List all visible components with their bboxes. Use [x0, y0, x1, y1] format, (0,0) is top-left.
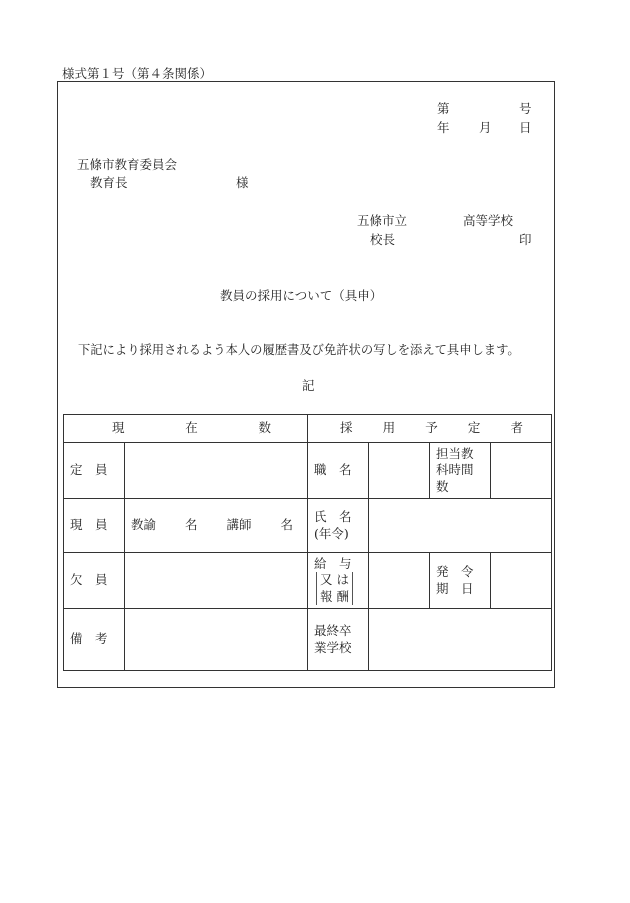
shokumei-value [369, 443, 430, 499]
sender-title: 校長 [370, 232, 396, 247]
kyuyo-bracket [316, 572, 353, 605]
header-char: 数 [258, 420, 272, 436]
header-char: 採 [340, 420, 353, 436]
table-row [64, 443, 552, 499]
header-char: 用 [382, 420, 396, 436]
hoshu-text: 報 酬 [320, 588, 349, 604]
date-month: 月 [479, 120, 492, 135]
subject-title: 教員の採用について（具申） [220, 288, 383, 303]
addressee-title: 教育長 [90, 175, 128, 190]
biko-value [125, 609, 308, 671]
planned-hire-header [308, 415, 552, 443]
current-count-header [64, 415, 308, 443]
kyuyo-label [308, 553, 369, 609]
nenrei-text: (年令) [314, 525, 349, 541]
saishu-label [308, 609, 369, 671]
table-header-row [64, 415, 552, 443]
hatsurei-value [491, 553, 552, 609]
mei-label: 名 [280, 517, 294, 533]
body-text: 下記により採用されるよう本人の履歴書及び免許状の写しを添えて具申します。 [78, 343, 520, 357]
kyuyo-value [369, 553, 430, 609]
kyoyu-label: 教諭 [131, 517, 157, 533]
mata-wa-text: 又 は [320, 572, 349, 588]
tanto-line: 数 [436, 478, 449, 494]
header-char: 在 [185, 420, 198, 436]
genin-label: 現 員 [64, 499, 125, 553]
doc-no-dai: 第 [437, 101, 450, 116]
header-char: 予 [425, 420, 438, 436]
biko-label: 備 考 [64, 609, 125, 671]
teiin-label: 定 員 [64, 443, 125, 499]
addressee-honorific: 様 [236, 175, 249, 190]
date-year: 年 [437, 120, 450, 135]
table-row [64, 609, 552, 671]
table-row [64, 499, 552, 553]
kijitsu-text: 期 日 [436, 580, 474, 596]
kyuyo-text: 給 与 [314, 556, 352, 572]
header-char: 定 [467, 420, 481, 436]
hatsurei-text: 発 令 [436, 564, 474, 580]
saishu-line: 最終卒 [314, 623, 352, 639]
sender-school-prefix: 五條市立 [357, 213, 408, 228]
sender-seal: 印 [519, 232, 532, 247]
date-day: 日 [519, 120, 532, 135]
shimei-label [308, 499, 369, 553]
genin-value [125, 499, 308, 553]
form-label: 様式第１号（第４条関係） [62, 66, 213, 81]
tanto-line: 担当教 [436, 446, 474, 462]
ketsuin-label: 欠 員 [64, 553, 125, 609]
ki-marker: 記 [302, 378, 315, 393]
header-char: 者 [510, 420, 524, 436]
tanto-line: 科時間 [436, 462, 474, 478]
tanto-value [491, 443, 552, 499]
koshi-label: 講師 [226, 517, 252, 533]
saishu-line: 業学校 [314, 639, 352, 655]
application-table [63, 414, 552, 671]
sender-school-suffix: 高等学校 [463, 213, 514, 228]
table-row [64, 553, 552, 609]
saishu-value [369, 609, 552, 671]
header-char: 現 [112, 420, 125, 436]
mei-label: 名 [185, 517, 198, 533]
ketsuin-value [125, 553, 308, 609]
doc-no-go: 号 [519, 101, 532, 116]
shokumei-label: 職 名 [308, 443, 369, 499]
teiin-value [125, 443, 308, 499]
shimei-value [369, 499, 552, 553]
tanto-label [430, 443, 491, 499]
shimei-text: 氏 名 [314, 509, 352, 525]
addressee-org: 五條市教育委員会 [77, 157, 178, 172]
hatsurei-label [430, 553, 491, 609]
